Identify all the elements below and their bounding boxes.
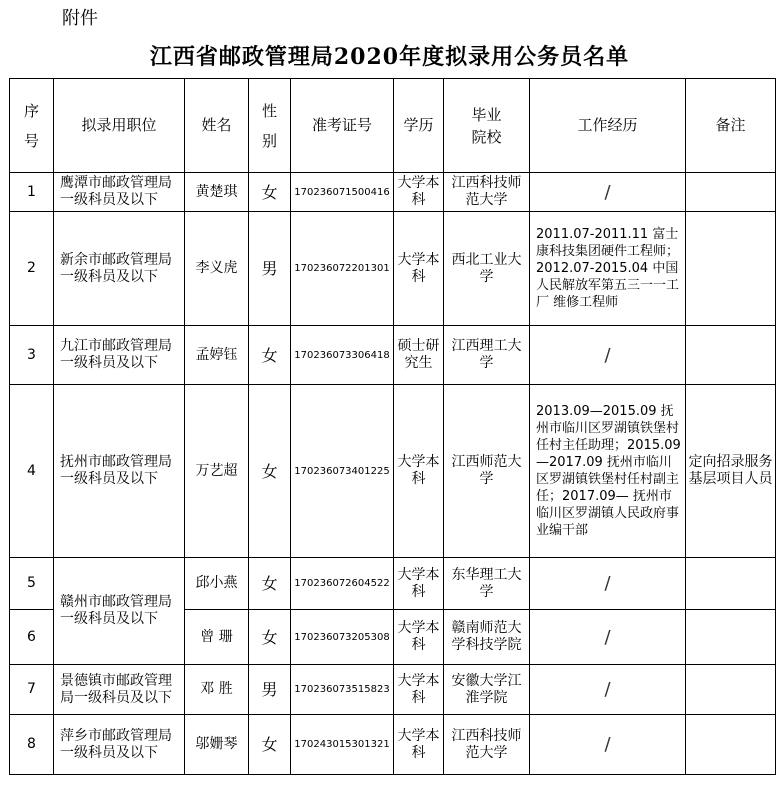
row-seq: 2 <box>10 212 54 326</box>
row-exam-no: 170236071500416 <box>291 173 394 212</box>
row-name: 李义虎 <box>185 212 249 326</box>
row-remarks <box>686 715 776 775</box>
row-name: 邬姗琴 <box>185 715 249 775</box>
table-row <box>10 715 776 775</box>
row-remarks <box>686 610 776 665</box>
row-seq: 5 <box>10 558 54 610</box>
row-exam-no: 170243015301321 <box>291 715 394 775</box>
row-gender: 女 <box>249 326 291 385</box>
row-position: 新余市邮政管理局一级科员及以下 <box>54 212 185 326</box>
row-exam-no: 170236072201301 <box>291 212 394 326</box>
row-seq: 4 <box>10 385 54 558</box>
table-row <box>10 665 776 715</box>
row-gender: 女 <box>249 385 291 558</box>
table-row <box>10 385 776 558</box>
attachment-label: 附件 <box>62 8 98 29</box>
row-name: 孟婷钰 <box>185 326 249 385</box>
row-experience: / <box>530 173 686 212</box>
row-exam-no: 170236073515823 <box>291 665 394 715</box>
header-position: 拟录用职位 <box>54 79 185 173</box>
header-row <box>10 79 776 173</box>
row-education: 大学本科 <box>394 665 444 715</box>
row-gender: 女 <box>249 715 291 775</box>
row-name: 邓 胜 <box>185 665 249 715</box>
row-seq: 7 <box>10 665 54 715</box>
row-exam-no: 170236073205308 <box>291 610 394 665</box>
header-experience: 工作经历 <box>530 79 686 173</box>
header-exam-no: 准考证号 <box>291 79 394 173</box>
row-school: 西北工业大学 <box>444 212 530 326</box>
row-gender: 男 <box>249 212 291 326</box>
row-remarks <box>686 326 776 385</box>
row-position: 赣州市邮政管理局一级科员及以下 <box>54 558 185 665</box>
header-seq <box>10 79 54 173</box>
row-name: 万艺超 <box>185 385 249 558</box>
row-education: 硕士研究生 <box>394 326 444 385</box>
candidate-table <box>9 78 776 775</box>
row-education: 大学本科 <box>394 173 444 212</box>
row-name: 曾 珊 <box>185 610 249 665</box>
row-remarks <box>686 173 776 212</box>
header-school-line-1: 毕业 <box>471 105 502 124</box>
row-seq: 3 <box>10 326 54 385</box>
row-education: 大学本科 <box>394 385 444 558</box>
table-row <box>10 173 776 212</box>
row-school: 江西师范大学 <box>444 385 530 558</box>
row-school: 东华理工大学 <box>444 558 530 610</box>
table-row <box>10 558 776 610</box>
header-seq-line-2: 号 <box>23 131 39 150</box>
row-position: 鹰潭市邮政管理局一级科员及以下 <box>54 173 185 212</box>
header-school-line-2: 院校 <box>471 127 502 146</box>
row-school: 江西科技师范大学 <box>444 173 530 212</box>
row-experience: / <box>530 326 686 385</box>
row-position: 抚州市邮政管理局一级科员及以下 <box>54 385 185 558</box>
row-name: 邱小燕 <box>185 558 249 610</box>
row-remarks <box>686 558 776 610</box>
row-gender: 女 <box>249 558 291 610</box>
row-name: 黄楚琪 <box>185 173 249 212</box>
row-experience: 2013.09—2015.09 抚州市临川区罗湖镇铁堡村任村主任助理；2015.09—2017.09 抚州市临川区罗湖镇铁堡村任村副主任；2017.09— 抚州市临川区罗湖镇人民政府事业编干部 <box>530 385 686 558</box>
row-seq: 8 <box>10 715 54 775</box>
row-exam-no: 170236072604522 <box>291 558 394 610</box>
row-school: 安徽大学江淮学院 <box>444 665 530 715</box>
header-school <box>444 79 530 173</box>
row-gender: 女 <box>249 173 291 212</box>
header-gender-line-1: 性 <box>261 101 277 120</box>
header-seq-line-1: 序 <box>23 101 39 120</box>
row-remarks: 定向招录服务基层项目人员 <box>686 385 776 558</box>
row-remarks <box>686 665 776 715</box>
table-row <box>10 326 776 385</box>
row-experience: / <box>530 558 686 610</box>
row-seq: 1 <box>10 173 54 212</box>
row-education: 大学本科 <box>394 715 444 775</box>
row-education: 大学本科 <box>394 558 444 610</box>
row-position: 九江市邮政管理局一级科员及以下 <box>54 326 185 385</box>
row-experience: 2011.07-2011.11 富士康科技集团硬件工程师；2012.07-2015.04 中国人民解放军第五三一一工厂 维修工程师 <box>530 212 686 326</box>
row-education: 大学本科 <box>394 212 444 326</box>
header-gender-line-2: 别 <box>261 131 277 150</box>
row-school: 江西科技师范大学 <box>444 715 530 775</box>
row-exam-no: 170236073401225 <box>291 385 394 558</box>
row-education: 大学本科 <box>394 610 444 665</box>
row-gender: 女 <box>249 610 291 665</box>
table-row <box>10 212 776 326</box>
row-school: 赣南师范大学科技学院 <box>444 610 530 665</box>
header-name: 姓名 <box>185 79 249 173</box>
row-experience: / <box>530 610 686 665</box>
document-title: 江西省邮政管理局2020年度拟录用公务员名单 <box>149 44 630 70</box>
row-position: 景德镇市邮政管理局一级科员及以下 <box>54 665 185 715</box>
header-education: 学历 <box>394 79 444 173</box>
row-gender: 男 <box>249 665 291 715</box>
row-experience: / <box>530 715 686 775</box>
row-experience: / <box>530 665 686 715</box>
header-gender <box>249 79 291 173</box>
row-remarks <box>686 212 776 326</box>
header-remarks: 备注 <box>686 79 776 173</box>
row-seq: 6 <box>10 610 54 665</box>
row-position: 萍乡市邮政管理局一级科员及以下 <box>54 715 185 775</box>
row-exam-no: 170236073306418 <box>291 326 394 385</box>
row-school: 江西理工大学 <box>444 326 530 385</box>
